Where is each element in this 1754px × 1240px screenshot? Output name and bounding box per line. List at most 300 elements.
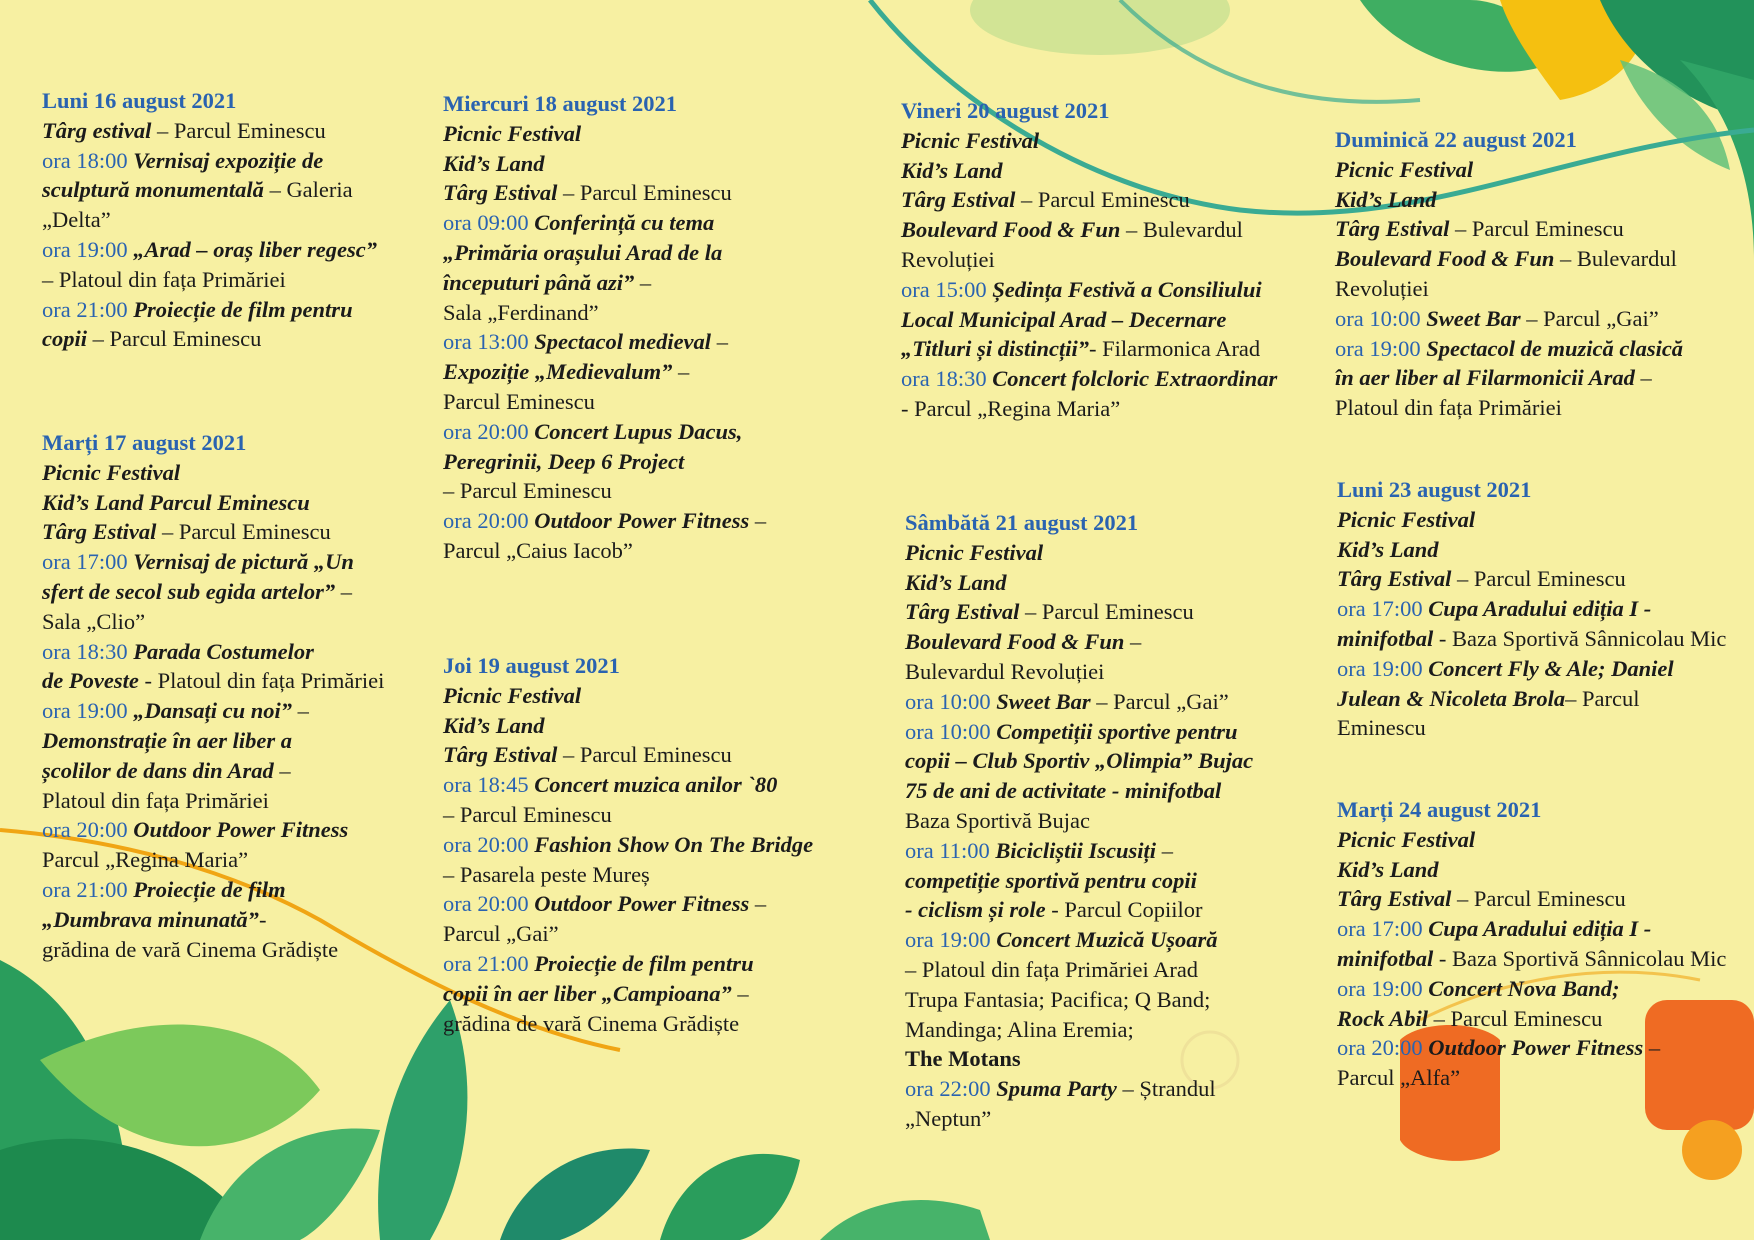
event-title: Boulevard Food & Fun	[905, 629, 1125, 655]
event-title: Picnic Festival	[1335, 156, 1474, 182]
event-title: Picnic Festival	[905, 539, 1044, 565]
event-location: Bulevardul Revoluției	[905, 658, 1105, 684]
event-location: Revoluției	[901, 246, 995, 272]
schedule-line	[443, 327, 766, 357]
event-title: Târg Estival	[1337, 566, 1452, 592]
schedule-line	[443, 476, 766, 506]
schedule-line	[1337, 505, 1726, 535]
event-title: Picnic Festival	[1337, 506, 1476, 532]
event-location: „Delta”	[42, 207, 111, 233]
schedule-line	[1337, 594, 1726, 624]
event-time: ora 09:00	[443, 210, 535, 236]
day-block-4	[443, 651, 813, 1038]
schedule-line	[42, 786, 384, 816]
schedule-line	[1335, 244, 1683, 274]
schedule-line	[42, 324, 377, 354]
event-title: Picnic Festival	[901, 127, 1040, 153]
schedule-line	[443, 238, 766, 268]
event-title: copii	[42, 326, 87, 352]
schedule-line	[443, 711, 813, 741]
event-title: Picnic Festival	[1337, 826, 1476, 852]
schedule-line	[42, 547, 384, 577]
schedule-line	[1337, 884, 1726, 914]
event-title: Kid’s Land	[1337, 856, 1439, 882]
event-location: – Platoul din fața Primăriei	[42, 266, 286, 292]
event-location: - Platoul din fața Primăriei	[138, 668, 385, 694]
event-title: Kid’s Land	[443, 712, 545, 738]
event-title: Concert Nova Band;	[1428, 975, 1620, 1001]
leaf-shape	[970, 0, 1230, 55]
schedule-line	[443, 889, 813, 919]
schedule-line	[905, 657, 1253, 687]
event-title: „Primăria orașului Arad de la	[443, 239, 723, 265]
event-time: ora 19:00	[1335, 335, 1427, 361]
event-title: Ședința Festivă a Consiliului	[992, 276, 1262, 302]
schedule-line	[42, 607, 384, 637]
schedule-line	[42, 875, 384, 905]
day-block-8	[1337, 475, 1726, 743]
schedule-line	[443, 740, 813, 770]
leaf-shape	[660, 1154, 800, 1240]
schedule-line	[1337, 855, 1726, 885]
schedule-line	[42, 488, 384, 518]
event-title: Kid’s Land	[1337, 536, 1439, 562]
day-block-3	[443, 89, 766, 566]
event-title: sculptură monumentală	[42, 177, 264, 203]
event-location: Eminescu	[1337, 715, 1426, 741]
schedule-line	[1335, 185, 1683, 215]
event-title: Târg estival	[42, 117, 152, 143]
schedule-line	[905, 687, 1253, 717]
event-title: Competiții sportive pentru	[996, 718, 1238, 744]
schedule-line	[901, 394, 1277, 424]
event-title: în aer liber al Filarmonicii Arad	[1335, 365, 1635, 391]
schedule-line	[1335, 155, 1683, 185]
schedule-line	[1337, 684, 1726, 714]
leaf-shape	[200, 1128, 380, 1240]
event-title: Outdoor Power Fitness	[534, 508, 750, 534]
event-time: ora 18:00	[42, 147, 134, 173]
event-location: Parcul „Caius Iacob”	[443, 537, 633, 563]
event-location: „Neptun”	[905, 1105, 992, 1131]
schedule-line	[1337, 1004, 1726, 1034]
schedule-line	[42, 458, 384, 488]
leaf-shape	[820, 1200, 990, 1240]
day-heading: Marți 17 august 2021	[42, 430, 247, 455]
event-title: Boulevard Food & Fun	[1335, 246, 1555, 272]
event-time: ora 17:00	[1337, 596, 1429, 622]
event-location: – Parcul Eminescu	[1451, 566, 1626, 592]
schedule-line	[901, 126, 1277, 156]
schedule-line	[443, 208, 766, 238]
event-title: de Poveste	[42, 668, 139, 694]
schedule-line	[443, 919, 813, 949]
schedule-line	[905, 1015, 1253, 1045]
event-location: –	[672, 359, 690, 385]
event-location: – Parcul	[1565, 685, 1640, 711]
schedule-line	[1335, 214, 1683, 244]
event-time: ora 15:00	[901, 276, 993, 302]
event-location: – Parcul Eminescu	[557, 180, 732, 206]
day-heading: Marți 24 august 2021	[1337, 797, 1542, 822]
schedule-line	[901, 305, 1277, 335]
event-title: copii – Club Sportiv „Olimpia” Bujac	[905, 748, 1254, 774]
event-location: –	[335, 578, 352, 604]
event-title: Sweet Bar	[1426, 305, 1521, 331]
event-location: Mandinga; Alina Eremia;	[905, 1016, 1134, 1042]
event-location: – Platoul din fața Primăriei Arad	[905, 956, 1199, 982]
schedule-line	[905, 746, 1253, 776]
day-heading: Luni 16 august 2021	[42, 88, 237, 113]
schedule-line	[42, 116, 377, 146]
event-title: Târg Estival	[905, 599, 1020, 625]
event-location: –	[634, 269, 652, 295]
schedule-line	[42, 265, 377, 295]
event-title: Târg Estival	[1337, 886, 1452, 912]
event-title: Expoziție „Medievalum”	[443, 359, 673, 385]
event-location: – Parcul Eminescu	[87, 326, 262, 352]
event-title: Local Municipal Arad – Decernare	[901, 306, 1227, 332]
schedule-line	[901, 215, 1277, 245]
event-title: Târg Estival	[901, 187, 1016, 213]
event-location: – Parcul „Gai”	[1520, 305, 1659, 331]
schedule-line	[443, 268, 766, 298]
event-location: – Bulevardul	[1120, 217, 1243, 243]
event-title: The Motans	[905, 1046, 1021, 1072]
schedule-line	[905, 538, 1253, 568]
event-title: minifotbal	[1337, 945, 1434, 971]
schedule-line	[443, 119, 766, 149]
event-location: – Parcul Eminescu	[557, 742, 732, 768]
event-title: minifotbal	[1337, 625, 1434, 651]
event-title: Outdoor Power Fitness	[133, 817, 349, 843]
event-time: ora 21:00	[42, 296, 134, 322]
event-title: „Dumbrava minunată”	[42, 906, 259, 932]
event-location: –	[1643, 1035, 1661, 1061]
event-title: Kid’s Land	[1335, 186, 1437, 212]
schedule-line	[1335, 274, 1683, 304]
event-title: Cupa Aradului ediția I -	[1428, 596, 1652, 622]
event-location: – Parcul Eminescu	[1019, 599, 1194, 625]
event-time: ora 20:00	[443, 508, 535, 534]
event-title: Picnic Festival	[42, 459, 181, 485]
schedule-line	[42, 577, 384, 607]
event-location: - Parcul „Regina Maria”	[901, 395, 1121, 421]
event-time: ora 20:00	[42, 817, 134, 843]
event-title: Bicicliștii Iscusiți	[995, 837, 1157, 863]
schedule-line	[42, 935, 384, 965]
event-time: ora 19:00	[42, 698, 134, 724]
event-title: Sweet Bar	[996, 688, 1091, 714]
event-location: -	[258, 906, 267, 932]
event-time: ora 17:00	[42, 549, 134, 575]
schedule-line	[1337, 825, 1726, 855]
event-location: Sala „Clio”	[42, 608, 146, 634]
schedule-line	[901, 185, 1277, 215]
schedule-line	[42, 845, 384, 875]
event-title: Picnic Festival	[443, 120, 582, 146]
schedule-line	[443, 800, 813, 830]
event-title: începuturi până azi”	[443, 269, 635, 295]
schedule-line	[42, 175, 377, 205]
event-location: – Galeria	[263, 177, 353, 203]
event-title: Vernisaj expoziție de	[133, 147, 324, 173]
schedule-line	[443, 949, 813, 979]
schedule-line	[443, 298, 766, 328]
schedule-line	[905, 717, 1253, 747]
event-title: „Dansați cu noi”	[133, 698, 293, 724]
orange-dot	[1682, 1120, 1742, 1180]
event-time: ora 20:00	[443, 831, 535, 857]
event-time: ora 10:00	[905, 688, 997, 714]
schedule-line	[905, 895, 1253, 925]
event-title: „Titluri și distincții”	[901, 336, 1089, 362]
event-title: Spectacol medieval	[534, 329, 712, 355]
schedule-line	[1335, 334, 1683, 364]
event-time: ora 19:00	[1337, 655, 1429, 681]
event-title: Outdoor Power Fitness	[534, 891, 750, 917]
event-time: ora 10:00	[905, 718, 997, 744]
schedule-line	[42, 295, 377, 325]
event-title: Boulevard Food & Fun	[901, 217, 1121, 243]
schedule-line	[42, 235, 377, 265]
event-title: „Arad – oraș liber regesc”	[133, 236, 377, 262]
event-time: ora 21:00	[42, 876, 134, 902]
day-block-5	[901, 96, 1277, 424]
schedule-line	[1337, 944, 1726, 974]
event-title: Vernisaj de pictură „Un	[133, 549, 354, 575]
event-title: - ciclism și role	[905, 897, 1046, 923]
schedule-line	[1335, 363, 1683, 393]
schedule-line	[42, 637, 384, 667]
event-location: – Parcul Eminescu	[1015, 187, 1190, 213]
event-location: - Baza Sportivă Sânnicolau Mic	[1433, 945, 1727, 971]
event-title: Kid’s Land Parcul Eminescu	[42, 489, 310, 515]
schedule-line	[443, 979, 813, 1009]
schedule-line	[905, 836, 1253, 866]
schedule-line	[443, 506, 766, 536]
event-title: Picnic Festival	[443, 682, 582, 708]
event-title: Concert folcloric Extraordinar	[992, 366, 1278, 392]
schedule-line	[1337, 1063, 1726, 1093]
schedule-line	[42, 905, 384, 935]
event-location: –	[1634, 365, 1652, 391]
event-location: –	[749, 508, 767, 534]
event-title: Spectacol de muzică clasică	[1426, 335, 1684, 361]
day-heading: Miercuri 18 august 2021	[443, 91, 677, 116]
schedule-line	[1337, 974, 1726, 1004]
event-title: Spuma Party	[996, 1076, 1117, 1102]
event-title: Concert Lupus Dacus,	[534, 418, 743, 444]
schedule-line	[905, 866, 1253, 896]
schedule-line	[905, 1074, 1253, 1104]
schedule-line	[443, 770, 813, 800]
event-time: ora 10:00	[1335, 305, 1427, 331]
event-title: școlilor de dans din Arad	[42, 757, 274, 783]
event-location: – Parcul Eminescu	[151, 117, 326, 143]
schedule-line	[42, 205, 377, 235]
event-title: Târg Estival	[443, 180, 558, 206]
event-location: Parcul „Gai”	[443, 921, 559, 947]
schedule-line	[1335, 393, 1683, 423]
event-title: Parada Costumelor	[133, 638, 314, 664]
day-block-2	[42, 428, 384, 964]
event-location: - Filarmonica Arad	[1088, 336, 1261, 362]
schedule-line	[1335, 304, 1683, 334]
schedule-line	[42, 146, 377, 176]
event-title: Cupa Aradului ediția I -	[1428, 916, 1652, 942]
event-location: - Parcul Copiilor	[1045, 897, 1203, 923]
schedule-line	[905, 627, 1253, 657]
event-location: – Parcul Eminescu	[1451, 886, 1626, 912]
schedule-line	[443, 1009, 813, 1039]
event-title: Târg Estival	[42, 519, 157, 545]
schedule-line	[1337, 914, 1726, 944]
schedule-line	[1337, 713, 1726, 743]
day-heading: Vineri 20 august 2021	[901, 98, 1110, 123]
event-title: Concert muzica anilor `80	[534, 772, 778, 798]
schedule-line	[443, 447, 766, 477]
event-time: ora 19:00	[905, 927, 997, 953]
event-title: Kid’s Land	[905, 569, 1007, 595]
event-title: copii în aer liber „Campioana”	[443, 980, 732, 1006]
schedule-line	[1337, 564, 1726, 594]
schedule-line	[901, 364, 1277, 394]
event-location: Parcul Eminescu	[443, 388, 595, 414]
schedule-line	[42, 726, 384, 756]
schedule-line	[42, 756, 384, 786]
event-location: –	[1156, 837, 1173, 863]
schedule-line	[42, 815, 384, 845]
event-location: grădina de vară Cinema Grădiște	[443, 1010, 740, 1036]
day-heading: Joi 19 august 2021	[443, 653, 620, 678]
event-location: – Parcul Eminescu	[443, 478, 612, 504]
event-time: ora 17:00	[1337, 916, 1429, 942]
event-time: ora 18:30	[901, 366, 993, 392]
schedule-line	[901, 245, 1277, 275]
schedule-line	[1337, 535, 1726, 565]
event-location: Platoul din fața Primăriei	[42, 787, 269, 813]
event-title: Julean & Nicoleta Brola	[1337, 685, 1566, 711]
event-time: ora 13:00	[443, 329, 535, 355]
schedule-line	[42, 517, 384, 547]
event-location: –	[1124, 629, 1142, 655]
event-location: – Parcul Eminescu	[1449, 216, 1624, 242]
day-block-1	[42, 86, 377, 354]
schedule-line	[42, 666, 384, 696]
event-location: –	[292, 698, 309, 724]
event-title: Concert Fly & Ale; Daniel	[1428, 655, 1674, 681]
event-time: ora 18:30	[42, 638, 134, 664]
event-title: Conferință cu tema	[534, 210, 715, 236]
schedule-line	[1337, 654, 1726, 684]
event-location: –	[273, 757, 291, 783]
event-time: ora 21:00	[443, 950, 535, 976]
schedule-line	[905, 597, 1253, 627]
event-time: ora 20:00	[443, 418, 535, 444]
schedule-line	[443, 387, 766, 417]
event-location: – Parcul Eminescu	[1428, 1005, 1603, 1031]
schedule-line	[443, 536, 766, 566]
schedule-line	[901, 275, 1277, 305]
schedule-line	[905, 955, 1253, 985]
event-time: ora 19:00	[42, 236, 134, 262]
schedule-line	[905, 1044, 1253, 1074]
event-location: – Parcul „Gai”	[1090, 688, 1229, 714]
event-time: ora 22:00	[905, 1076, 997, 1102]
event-location: – Parcul Eminescu	[443, 801, 612, 827]
schedule-line	[905, 776, 1253, 806]
day-block-9	[1337, 795, 1726, 1093]
schedule-line	[905, 568, 1253, 598]
event-location: Parcul „Regina Maria”	[42, 847, 249, 873]
event-title: Proiecție de film pentru	[133, 296, 353, 322]
schedule-line	[905, 1104, 1253, 1134]
schedule-line	[905, 806, 1253, 836]
event-title: Kid’s Land	[901, 157, 1003, 183]
schedule-line	[1337, 624, 1726, 654]
event-title: competiție sportivă pentru copii	[905, 867, 1197, 893]
day-heading: Sâmbătă 21 august 2021	[905, 510, 1139, 535]
event-location: grădina de vară Cinema Grădiște	[42, 936, 339, 962]
schedule-line	[1337, 1033, 1726, 1063]
event-title: Fashion Show On The Bridge	[534, 831, 814, 857]
event-time: ora 18:45	[443, 772, 535, 798]
schedule-line	[443, 357, 766, 387]
event-location: Trupa Fantasia; Pacifica; Q Band;	[905, 986, 1211, 1012]
event-time: ora 19:00	[1337, 975, 1429, 1001]
event-location: Sala „Ferdinand”	[443, 299, 599, 325]
event-time: ora 20:00	[443, 891, 535, 917]
schedule-line	[443, 681, 813, 711]
schedule-line	[443, 860, 813, 890]
event-location: – Parcul Eminescu	[156, 519, 331, 545]
event-title: Proiecție de film	[133, 876, 286, 902]
day-heading: Duminică 22 august 2021	[1335, 127, 1577, 152]
schedule-line	[443, 178, 766, 208]
schedule-line	[905, 985, 1253, 1015]
leaf-shape	[500, 1148, 650, 1240]
event-title: Rock Abil	[1337, 1005, 1429, 1031]
event-location: – Ștrandul	[1116, 1076, 1216, 1102]
event-location: Revoluției	[1335, 275, 1429, 301]
event-time: ora 11:00	[905, 837, 996, 863]
schedule-line	[905, 925, 1253, 955]
schedule-line	[443, 417, 766, 447]
day-heading: Luni 23 august 2021	[1337, 477, 1532, 502]
event-title: Târg Estival	[443, 742, 558, 768]
event-location: –	[711, 329, 728, 355]
event-location: –	[749, 891, 767, 917]
schedule-line	[42, 696, 384, 726]
day-block-6	[905, 508, 1253, 1134]
event-location: – Bulevardul	[1554, 246, 1677, 272]
event-location: - Baza Sportivă Sânnicolau Mic	[1433, 625, 1727, 651]
event-title: Peregrinii, Deep 6 Project	[443, 448, 685, 474]
event-title: Demonstrație în aer liber a	[42, 727, 293, 753]
event-title: 75 de ani de activitate - minifotbal	[905, 778, 1222, 804]
event-title: Concert Muzică Ușoară	[996, 927, 1218, 953]
event-location: –	[731, 980, 749, 1006]
day-block-7	[1335, 125, 1683, 423]
schedule-line	[443, 149, 766, 179]
schedule-line	[901, 334, 1277, 364]
event-title: Kid’s Land	[443, 150, 545, 176]
event-title: Outdoor Power Fitness	[1428, 1035, 1644, 1061]
event-title: sfert de secol sub egida artelor”	[42, 578, 336, 604]
event-time: ora 20:00	[1337, 1035, 1429, 1061]
schedule-line	[901, 156, 1277, 186]
